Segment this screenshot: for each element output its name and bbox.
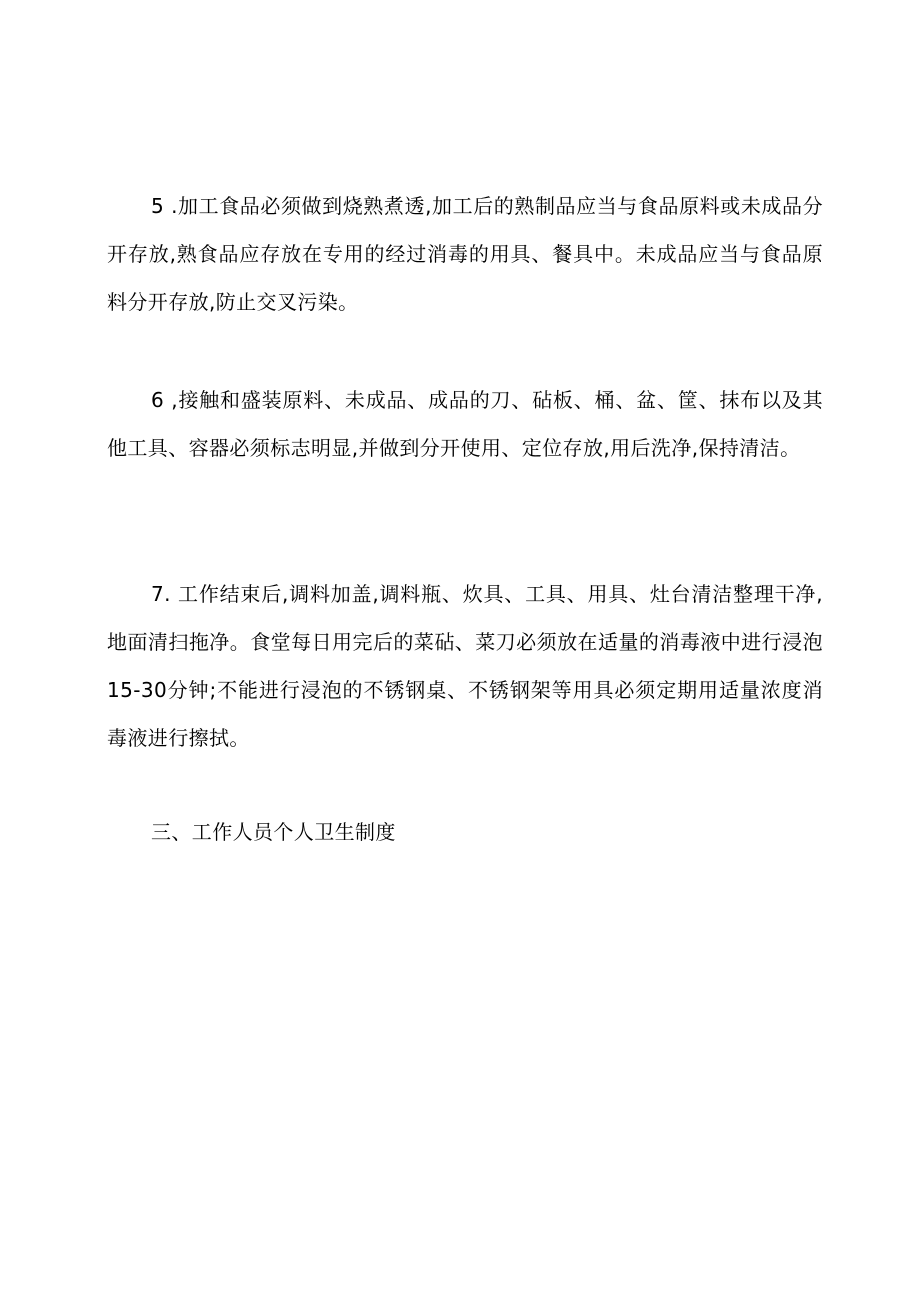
paragraph-item-7: 7. 工作结束后,调料加盖,调料瓶、炊具、工具、用具、灶台清洁整理干净,地面清扫拖净。食堂每日用完后的菜砧、菜刀必须放在适量的消毒液中进行浸泡15-30分钟;不能进行浸泡的不锈钢桌、不锈钢架等用具必须定期用适量浓度消毒液进行擦拭。 xyxy=(107,582,823,750)
paragraph-item-5: 5 .加工食品必须做到烧熟煮透,加工后的熟制品应当与食品原料或未成品分开存放,熟食品应存放在专用的经过消毒的用具、餐具中。未成品应当与食品原料分开存放,防止交叉污染。 xyxy=(107,194,823,314)
paragraph-item-6: 6 ,接触和盛装原料、未成品、成品的刀、砧板、桶、盆、筐、抹布以及其他工具、容器必须标志明显,并做到分开使用、定位存放,用后洗净,保持清洁。 xyxy=(107,388,823,460)
section-heading: 三、工作人员个人卫生制度 xyxy=(151,820,396,844)
